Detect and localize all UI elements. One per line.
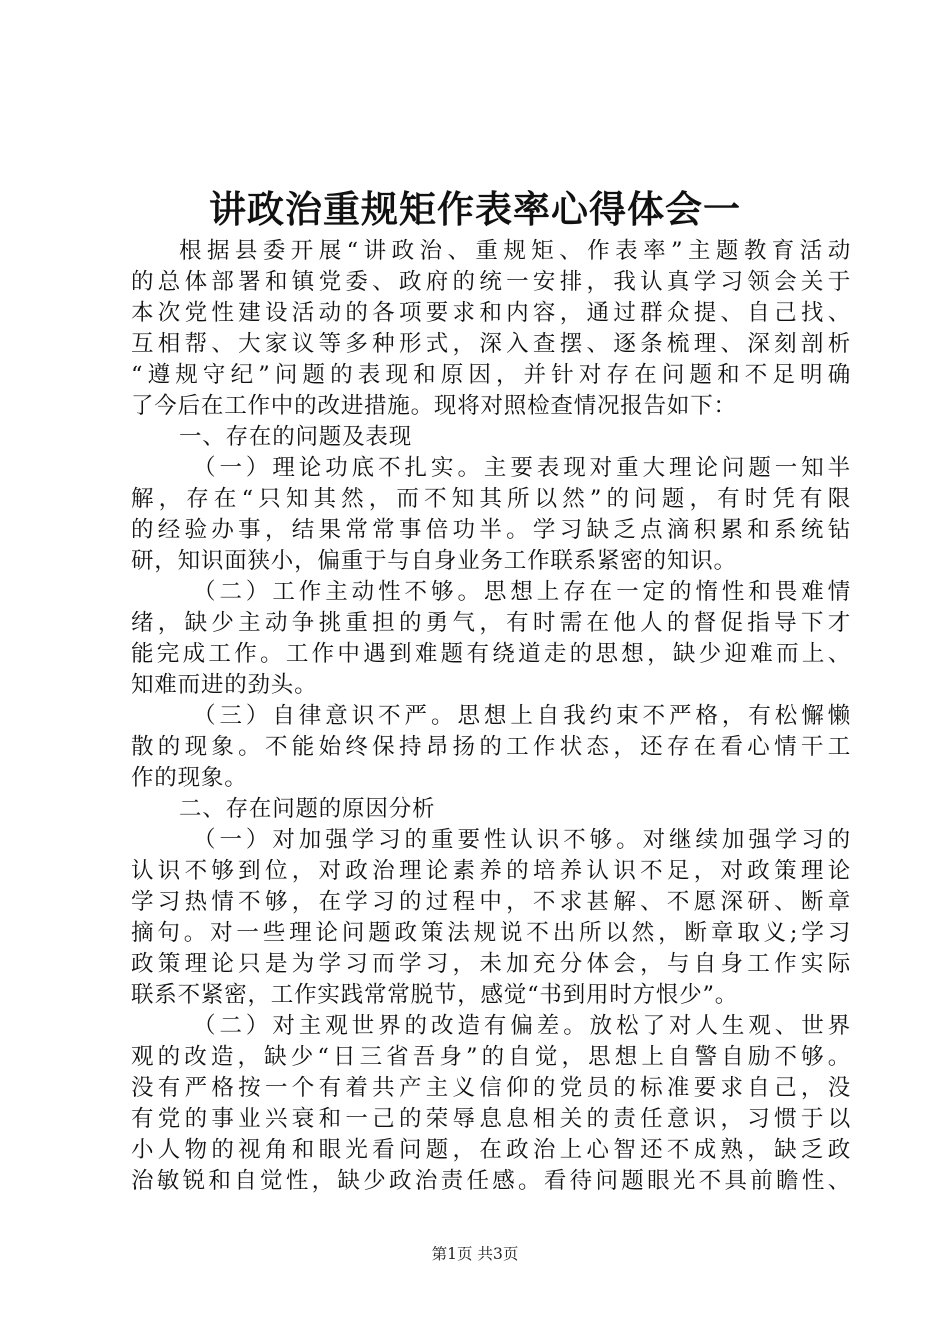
paragraph-line: 作的现象。: [131, 765, 248, 791]
paragraph-line: 的经验办事，结果常常事倍功半。学习缺乏点滴积累和系统钻: [131, 517, 851, 543]
paragraph-line: 政策理论只是为学习而学习，未加充分体会，与自身工作实际: [131, 951, 851, 977]
paragraph-line: 治敏锐和自觉性，缺少政治责任感。看待问题眼光不具前瞻性、: [131, 1168, 851, 1194]
document-body: [131, 236, 851, 1197]
paragraph-line: 有党的事业兴衰和一己的荣辱息息相关的责任意识，习惯于以: [131, 1106, 851, 1132]
paragraph-line: 绪，缺少主动争挑重担的勇气，有时需在他人的督促指导下才: [131, 610, 851, 636]
section-heading: 二、存在问题的原因分析: [179, 796, 436, 822]
document-title: 讲政治重规矩作表率心得体会一: [209, 187, 741, 231]
paragraph-line: （一）理论功底不扎实。主要表现对重大理论问题一知半: [193, 455, 851, 481]
paragraph-line: 本次党性建设活动的各项要求和内容，通过群众提、自己找、: [131, 300, 851, 326]
paragraph-line: 联系不紧密，工作实践常常脱节，感觉“书到用时方恨少”。: [131, 982, 739, 1008]
paragraph-line: 摘句。对一些理论问题政策法规说不出所以然，断章取义;学习: [131, 920, 851, 946]
paragraph-line: （三）自律意识不严。思想上自我约束不严格，有松懈懒: [193, 703, 851, 729]
paragraph-line: “遵规守纪”问题的表现和原因，并针对存在问题和不足明确: [131, 362, 851, 388]
paragraph-line: 学习热情不够，在学习的过程中，不求甚解、不愿深研、断章: [131, 889, 851, 915]
paragraph-line: 没有严格按一个有着共产主义信仰的党员的标准要求自己，没: [131, 1075, 851, 1101]
paragraph-line: 研，知识面狭小，偏重于与自身业务工作联系紧密的知识。: [131, 548, 737, 574]
paragraph-line: 能完成工作。工作中遇到难题有绕道走的思想，缺少迎难而上、: [131, 641, 851, 667]
paragraph-line: 观的改造，缺少“日三省吾身”的自觉，思想上自警自励不够。: [131, 1044, 851, 1070]
page-footer: 第1页 共3页: [431, 1245, 519, 1263]
paragraph-line: 了今后在工作中的改进措施。现将对照检查情况报告如下：: [131, 393, 737, 419]
paragraph-line: 互相帮、大家议等多种形式，深入查摆、逐条梳理、深刻剖析: [131, 331, 851, 357]
paragraph-line: 小人物的视角和眼光看问题，在政治上心智还不成熟，缺乏政: [131, 1137, 851, 1163]
paragraph-line: 解，存在“只知其然，而不知其所以然”的问题，有时凭有限: [131, 486, 851, 512]
paragraph-line: （二）对主观世界的改造有偏差。放松了对人生观、世界: [193, 1013, 851, 1039]
paragraph-line: （一）对加强学习的重要性认识不够。对继续加强学习的: [193, 827, 851, 853]
paragraph-line: 根据县委开展“讲政治、重规矩、作表率”主题教育活动: [179, 238, 851, 264]
paragraph-line: 散的现象。不能始终保持昂扬的工作状态，还存在看心情干工: [131, 734, 851, 760]
section-heading: 一、存在的问题及表现: [179, 424, 413, 450]
paragraph-line: （二）工作主动性不够。思想上存在一定的惰性和畏难情: [193, 579, 851, 605]
paragraph-line: 的总体部署和镇党委、政府的统一安排，我认真学习领会关于: [131, 269, 851, 295]
paragraph-line: 认识不够到位，对政治理论素养的培养认识不足，对政策理论: [131, 858, 851, 884]
paragraph-line: 知难而进的劲头。: [131, 672, 318, 698]
